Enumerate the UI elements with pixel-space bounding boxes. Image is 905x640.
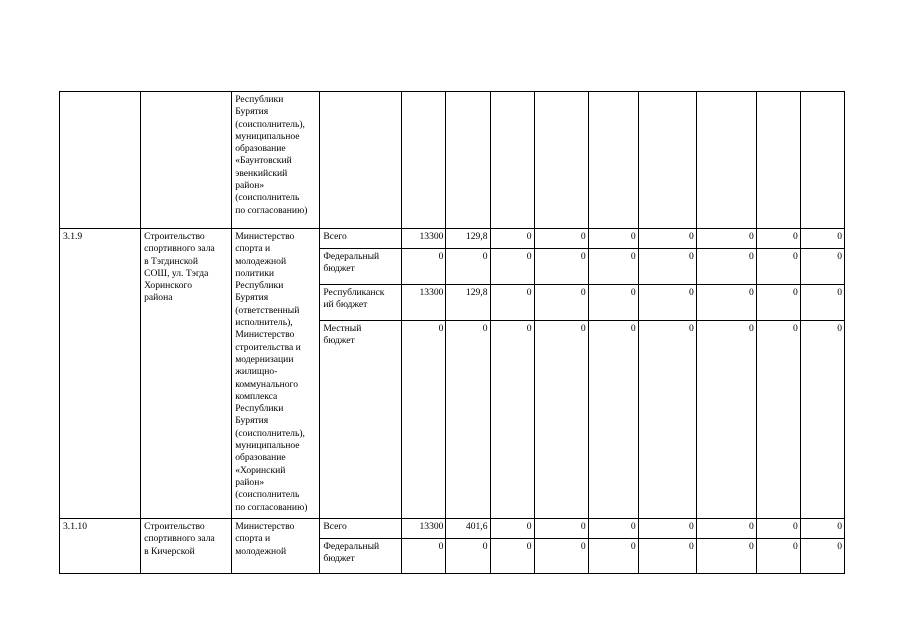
value-cell: 0 <box>800 321 844 519</box>
funding-source: Федеральный бюджет <box>320 249 402 285</box>
name-cell <box>141 92 232 229</box>
value-cell: 13300 <box>402 285 446 321</box>
value-cell <box>588 92 638 229</box>
value-cell: 0 <box>696 539 756 574</box>
value-cell <box>490 92 534 229</box>
value-cell: 0 <box>446 539 490 574</box>
executor-cell: Республики Бурятия (соисполнитель), муниципальное образование «Баунтовский эвенкийский район» (соисполнитель по согласованию) <box>232 92 320 229</box>
value-cell: 0 <box>534 249 588 285</box>
program-activities-table <box>59 91 845 574</box>
table-row <box>60 229 845 249</box>
value-cell: 0 <box>696 285 756 321</box>
value-cell: 0 <box>638 249 696 285</box>
value-cell: 0 <box>534 321 588 519</box>
value-cell: 0 <box>696 519 756 539</box>
source-cell <box>320 92 402 229</box>
value-cell: 13300 <box>402 229 446 249</box>
value-cell: 0 <box>696 229 756 249</box>
value-cell: 13300 <box>402 519 446 539</box>
value-cell <box>402 92 446 229</box>
item-number: 3.1.10 <box>60 519 141 574</box>
value-cell <box>638 92 696 229</box>
item-executor: Министерство спорта и молодежной <box>232 519 320 574</box>
value-cell: 0 <box>534 539 588 574</box>
funding-source: Федеральный бюджет <box>320 539 402 574</box>
value-cell <box>696 92 756 229</box>
value-cell <box>800 92 844 229</box>
value-cell: 0 <box>490 285 534 321</box>
value-cell: 0 <box>402 539 446 574</box>
value-cell: 0 <box>402 321 446 519</box>
value-cell: 0 <box>402 249 446 285</box>
value-cell: 0 <box>638 321 696 519</box>
value-cell <box>534 92 588 229</box>
value-cell: 0 <box>588 285 638 321</box>
value-cell <box>446 92 490 229</box>
value-cell: 0 <box>800 519 844 539</box>
value-cell: 0 <box>534 519 588 539</box>
value-cell: 0 <box>534 229 588 249</box>
value-cell: 0 <box>800 229 844 249</box>
funding-source: Всего <box>320 229 402 249</box>
value-cell: 0 <box>446 321 490 519</box>
funding-source: Местный бюджет <box>320 321 402 519</box>
number-cell <box>60 92 141 229</box>
value-cell: 0 <box>588 539 638 574</box>
value-cell: 0 <box>756 229 800 249</box>
value-cell: 0 <box>588 519 638 539</box>
value-cell: 0 <box>756 539 800 574</box>
value-cell: 0 <box>696 321 756 519</box>
value-cell: 0 <box>588 249 638 285</box>
value-cell: 0 <box>756 321 800 519</box>
value-cell: 0 <box>490 539 534 574</box>
value-cell: 0 <box>800 249 844 285</box>
value-cell: 0 <box>490 249 534 285</box>
value-cell: 0 <box>534 285 588 321</box>
value-cell: 0 <box>638 285 696 321</box>
value-cell: 129,8 <box>446 285 490 321</box>
value-cell: 0 <box>696 249 756 285</box>
item-executor: Министерство спорта и молодежной политики Республики Бурятия (ответственный исполнитель), Министерство строительства и модернизации жилищно- коммунального комплекса Республики Бурятия (соисполнитель), муниципальное образование «Хоринский район» (соисполнитель по согласованию) <box>232 229 320 519</box>
value-cell: 0 <box>800 285 844 321</box>
item-name: Строительство спортивного зала в Кичерской <box>141 519 232 574</box>
value-cell: 0 <box>588 321 638 519</box>
value-cell: 0 <box>756 285 800 321</box>
value-cell: 0 <box>800 539 844 574</box>
value-cell: 0 <box>638 519 696 539</box>
funding-source: Республиканск ий бюджет <box>320 285 402 321</box>
value-cell: 0 <box>490 321 534 519</box>
value-cell: 0 <box>446 249 490 285</box>
value-cell: 129,8 <box>446 229 490 249</box>
value-cell: 0 <box>756 519 800 539</box>
value-cell <box>756 92 800 229</box>
value-cell: 0 <box>756 249 800 285</box>
value-cell: 0 <box>638 539 696 574</box>
item-number: 3.1.9 <box>60 229 141 519</box>
value-cell: 0 <box>638 229 696 249</box>
item-name: Строительство спортивного зала в Тэгдинской СОШ, ул. Тэгда Хоринского района <box>141 229 232 519</box>
value-cell: 0 <box>490 519 534 539</box>
table-row <box>60 519 845 539</box>
value-cell: 401,6 <box>446 519 490 539</box>
value-cell: 0 <box>588 229 638 249</box>
value-cell: 0 <box>490 229 534 249</box>
continuation-row <box>60 92 845 229</box>
funding-source: Всего <box>320 519 402 539</box>
